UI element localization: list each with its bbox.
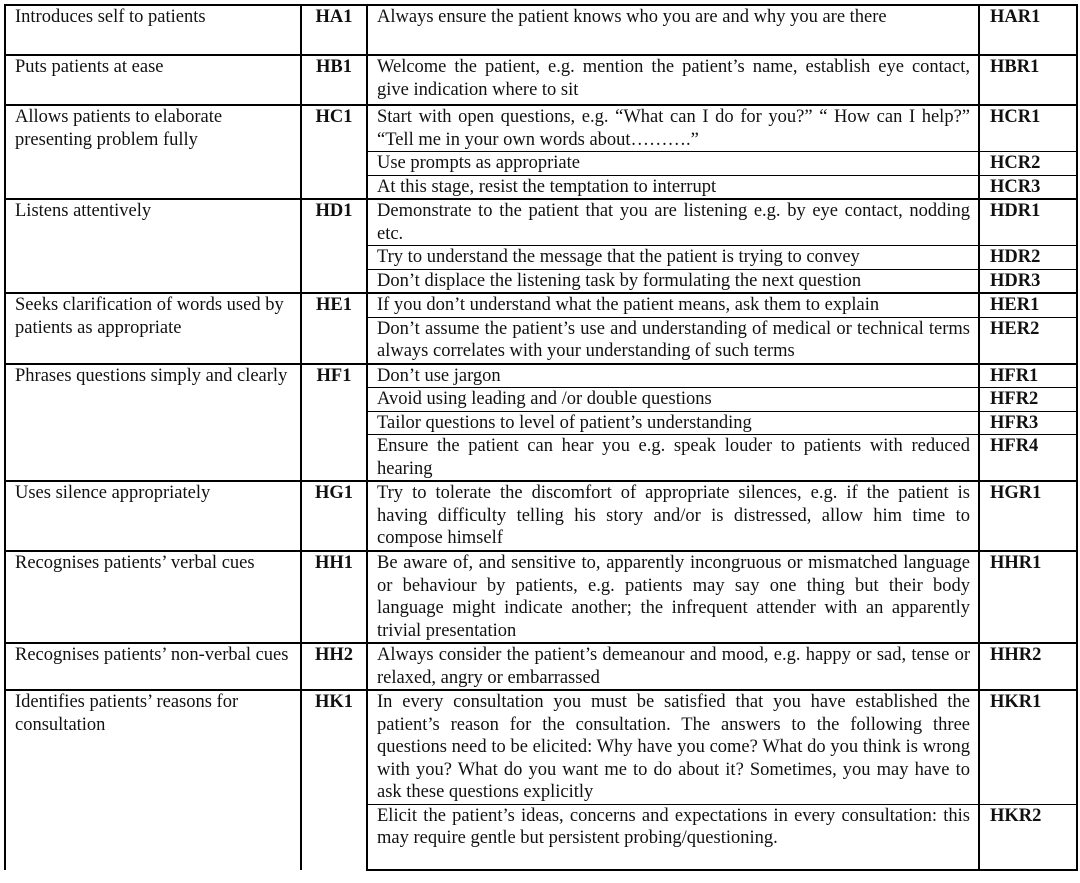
guidance-cell: Start with open questions, e.g. “What can I do for you?” “ How can I help?” “Tell me in your own words about……….” <box>367 105 979 152</box>
reference-code-cell: HKR2 <box>979 804 1077 870</box>
skill-code-cell: HC1 <box>301 105 367 199</box>
reference-code-cell: HFR1 <box>979 364 1077 388</box>
reference-code-cell: HCR2 <box>979 152 1077 176</box>
skill-code-cell: HH1 <box>301 551 367 643</box>
skill-cell: Introduces self to patients <box>5 5 301 55</box>
skill-code-cell: HE1 <box>301 293 367 364</box>
skill-code-cell: HK1 <box>301 690 367 870</box>
guidance-cell: Don’t assume the patient’s use and understanding of medical or technical terms always correlates with your understanding of such terms <box>367 317 979 364</box>
reference-code-cell: HCR1 <box>979 105 1077 152</box>
table-row <box>5 293 1077 317</box>
table-row <box>5 690 1077 804</box>
guidance-cell: In every consultation you must be satisfied that you have established the patient’s reason for the consultation. The answers to the following three questions need to be elicited: Why have you come? What do you think is wrong with you? What do you want me to do about it? Sometimes, you may have to ask these questions explicitly <box>367 690 979 804</box>
skill-cell: Recognises patients’ non-verbal cues <box>5 643 301 690</box>
table-row <box>5 199 1077 246</box>
table-row <box>5 5 1077 55</box>
table-row <box>5 643 1077 690</box>
guidance-cell: Don’t displace the listening task by formulating the next question <box>367 269 979 293</box>
guidance-cell: Don’t use jargon <box>367 364 979 388</box>
guidance-cell: If you don’t understand what the patient means, ask them to explain <box>367 293 979 317</box>
reference-code-cell: HAR1 <box>979 5 1077 55</box>
skill-cell: Recognises patients’ verbal cues <box>5 551 301 643</box>
reference-code-cell: HFR4 <box>979 435 1077 482</box>
skill-cell: Identifies patients’ reasons for consultation <box>5 690 301 870</box>
table-row <box>5 55 1077 105</box>
skill-code-cell: HD1 <box>301 199 367 293</box>
reference-code-cell: HCR3 <box>979 175 1077 199</box>
reference-code-cell: HBR1 <box>979 55 1077 105</box>
skill-code-cell: HB1 <box>301 55 367 105</box>
reference-code-cell: HDR1 <box>979 199 1077 246</box>
table-row <box>5 551 1077 643</box>
reference-code-cell: HER2 <box>979 317 1077 364</box>
guidance-cell: Ensure the patient can hear you e.g. speak louder to patients with reduced hearing <box>367 435 979 482</box>
guidance-cell: Demonstrate to the patient that you are listening e.g. by eye contact, nodding etc. <box>367 199 979 246</box>
guidance-cell: At this stage, resist the temptation to interrupt <box>367 175 979 199</box>
guidance-cell: Use prompts as appropriate <box>367 152 979 176</box>
skill-cell: Allows patients to elaborate presenting problem fully <box>5 105 301 199</box>
reference-code-cell: HHR1 <box>979 551 1077 643</box>
consultation-skills-sheet <box>4 0 1076 871</box>
reference-code-cell: HGR1 <box>979 481 1077 551</box>
reference-code-cell: HHR2 <box>979 643 1077 690</box>
guidance-cell: Avoid using leading and /or double questions <box>367 388 979 412</box>
guidance-cell: Welcome the patient, e.g. mention the patient’s name, establish eye contact, give indication where to sit <box>367 55 979 105</box>
reference-code-cell: HDR3 <box>979 269 1077 293</box>
skill-cell: Uses silence appropriately <box>5 481 301 551</box>
skill-code-cell: HG1 <box>301 481 367 551</box>
reference-code-cell: HER1 <box>979 293 1077 317</box>
guidance-cell: Try to tolerate the discomfort of appropriate silences, e.g. if the patient is having difficulty telling his story and/or is distressed, allow him time to compose himself <box>367 481 979 551</box>
guidance-cell: Always ensure the patient knows who you are and why you are there <box>367 5 979 55</box>
reference-code-cell: HDR2 <box>979 246 1077 270</box>
table-row <box>5 481 1077 551</box>
skill-cell: Phrases questions simply and clearly <box>5 364 301 482</box>
guidance-cell: Always consider the patient’s demeanour and mood, e.g. happy or sad, tense or relaxed, angry or embarrassed <box>367 643 979 690</box>
skill-cell: Listens attentively <box>5 199 301 293</box>
skill-cell: Puts patients at ease <box>5 55 301 105</box>
skill-code-cell: HH2 <box>301 643 367 690</box>
guidance-cell: Elicit the patient’s ideas, concerns and expectations in every consultation: this may require gentle but persistent probing/questioning. <box>367 804 979 870</box>
guidance-cell: Tailor questions to level of patient’s understanding <box>367 411 979 435</box>
skills-table-body <box>5 0 1077 870</box>
reference-code-cell: HFR2 <box>979 388 1077 412</box>
reference-code-cell: HKR1 <box>979 690 1077 804</box>
skill-code-cell: HF1 <box>301 364 367 482</box>
guidance-cell: Be aware of, and sensitive to, apparently incongruous or mismatched language or behaviour by patients, e.g. patients may say one thing but their body language might indicate another; the infrequent attender with an apparently trivial presentation <box>367 551 979 643</box>
table-row <box>5 364 1077 388</box>
guidance-cell: Try to understand the message that the patient is trying to convey <box>367 246 979 270</box>
table-row <box>5 105 1077 152</box>
skill-cell: Seeks clarification of words used by patients as appropriate <box>5 293 301 364</box>
reference-code-cell: HFR3 <box>979 411 1077 435</box>
skills-table <box>4 0 1078 871</box>
skill-code-cell: HA1 <box>301 5 367 55</box>
